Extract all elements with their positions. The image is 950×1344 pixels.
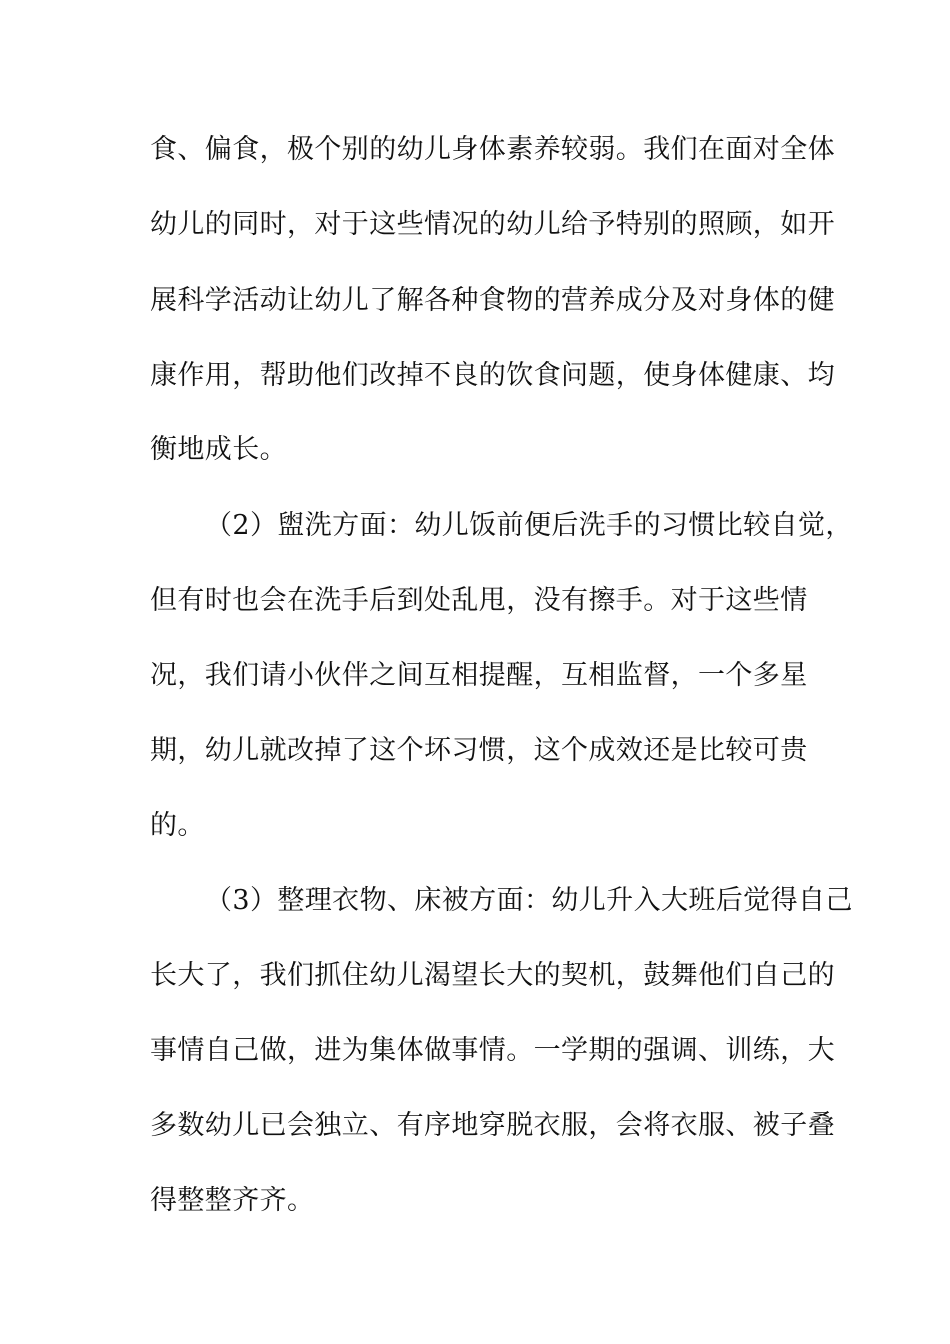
- paragraph-start-line: （3）整理衣物、床被方面：幼儿升入大班后觉得自己: [205, 885, 853, 916]
- text-line: 展科学活动让幼儿了解各种食物的营养成分及对身体的健: [150, 285, 835, 316]
- paragraph-start-line: （2）盥洗方面：幼儿饭前便后洗手的习惯比较自觉，: [205, 510, 853, 541]
- text-line: 长大了，我们抓住幼儿渴望长大的契机，鼓舞他们自己的: [150, 960, 835, 991]
- text-line: 幼儿的同时，对于这些情况的幼儿给予特别的照顾，如开: [150, 209, 835, 240]
- text-line: 事情自己做，进为集体做事情。一学期的强调、训练，大: [150, 1035, 835, 1066]
- text-line: 康作用，帮助他们改掉不良的饮食问题，使身体健康、均: [150, 360, 835, 391]
- text-line: 期，幼儿就改掉了这个坏习惯，这个成效还是比较可贵: [150, 735, 808, 766]
- text-line: 食、偏食，极个别的幼儿身体素养较弱。我们在面对全体: [150, 134, 835, 165]
- text-line: 但有时也会在洗手后到处乱甩，没有擦手。对于这些情: [150, 585, 808, 616]
- text-line: 衡地成长。: [150, 434, 287, 465]
- text-line: 得整整齐齐。: [150, 1185, 315, 1216]
- text-line: 多数幼儿已会独立、有序地穿脱衣服，会将衣服、被子叠: [150, 1110, 835, 1141]
- text-line: 的。: [150, 810, 205, 841]
- text-line: 况，我们请小伙伴之间互相提醒，互相监督，一个多星: [150, 660, 808, 691]
